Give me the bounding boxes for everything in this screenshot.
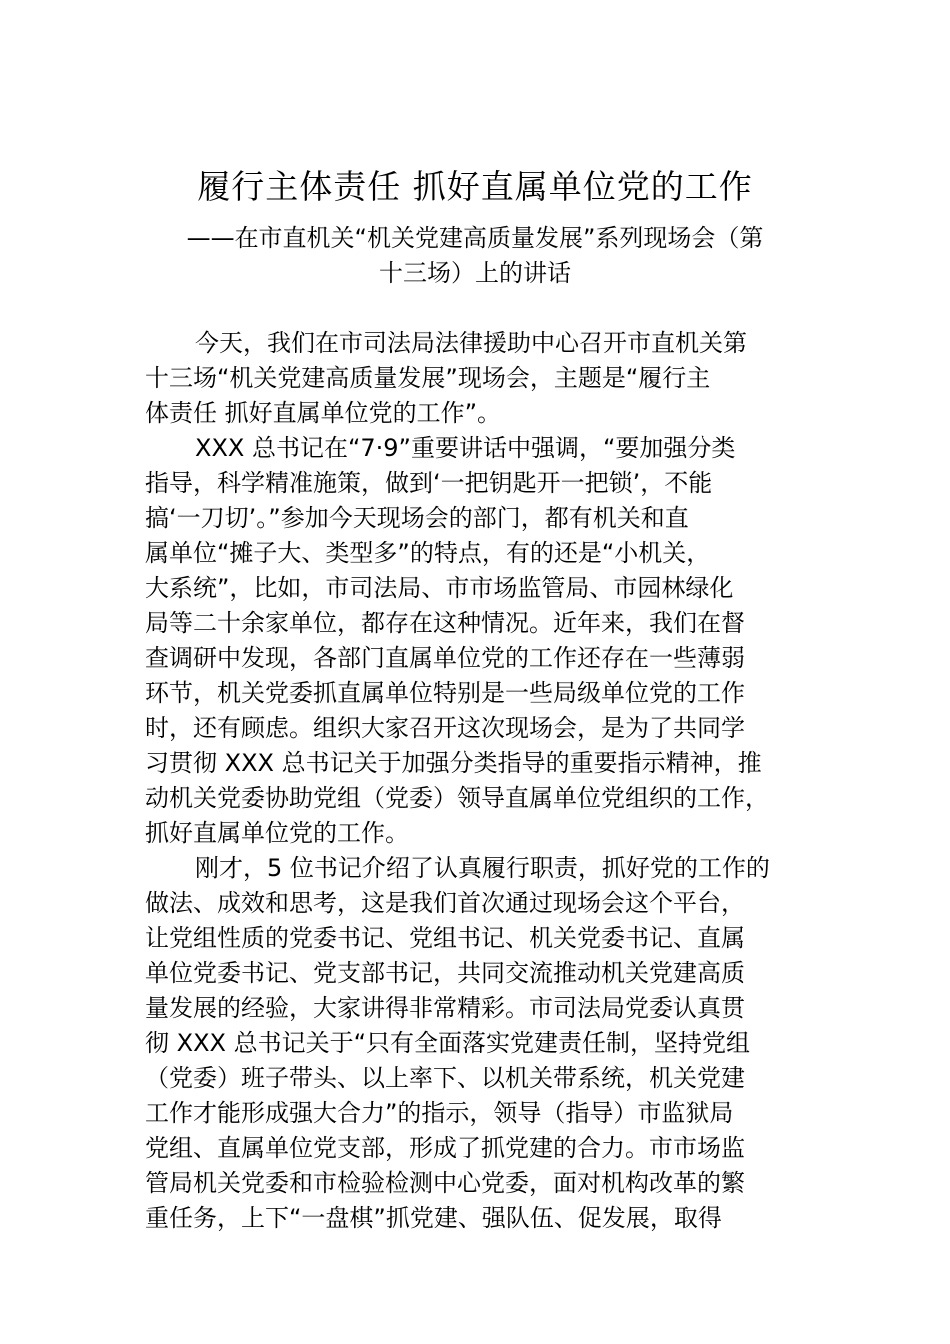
paragraph-line: 抓好直属单位党的工作。 (145, 819, 409, 847)
paragraph (145, 431, 815, 851)
subtitle-line: ——在市直机关“机关党建高质量发展”系列现场会（第 (186, 224, 764, 252)
paragraph (145, 851, 815, 1236)
paragraph-line: 让党组性质的党委书记、党组书记、机关党委书记、直属 (145, 924, 745, 952)
paragraph-line: 单位党委书记、党支部书记，共同交流推动机关党建高质 (145, 959, 745, 987)
document-title: 履行主体责任 抓好直属单位党的工作 (197, 167, 753, 206)
paragraph-line: 局等二十余家单位，都存在这种情况。近年来，我们在督 (145, 609, 745, 637)
subtitle-line: 十三场）上的讲话 (379, 259, 571, 287)
document-body (145, 326, 815, 1236)
paragraph-line: 重任务，上下“一盘棋”抓党建、强队伍、促发展，取得 (145, 1204, 722, 1232)
paragraph-line: 环节，机关党委抓直属单位特别是一些局级单位党的工作 (145, 679, 745, 707)
paragraph-line: 彻 XXX 总书记关于“只有全面落实党建责任制，坚持党组 (145, 1029, 751, 1057)
paragraph-line: 十三场“机关党建高质量发展”现场会，主题是“履行主 (145, 364, 711, 392)
paragraph-line: 今天，我们在市司法局法律援助中心召开市直机关第 (195, 329, 747, 357)
paragraph-line: （党委）班子带头、以上率下、以机关带系统，机关党建 (145, 1064, 745, 1092)
paragraph-line: 搞‘一刀切’。”参加今天现场会的部门，都有机关和直 (145, 504, 689, 532)
paragraph-line: 指导，科学精准施策，做到‘一把钥匙开一把锁’，不能 (145, 469, 713, 497)
paragraph-line: XXX 总书记在“7·9”重要讲话中强调，“要加强分类 (195, 434, 736, 462)
paragraph-line: 属单位“摊子大、类型多”的特点，有的还是“小机关， (145, 539, 711, 567)
paragraph-line: 体责任 抓好直属单位党的工作”。 (145, 399, 502, 427)
paragraph (145, 326, 815, 431)
paragraph-line: 动机关党委协助党组（党委）领导直属单位党组织的工作， (145, 784, 769, 812)
paragraph-line: 量发展的经验，大家讲得非常精彩。市司法局党委认真贯 (145, 994, 745, 1022)
paragraph-line: 党组、直属单位党支部，形成了抓党建的合力。市市场监 (145, 1134, 745, 1162)
paragraph-line: 做法、成效和思考，这是我们首次通过现场会这个平台， (145, 889, 745, 917)
paragraph-line: 刚才，5 位书记介绍了认真履行职责，抓好党的工作的 (195, 854, 770, 882)
paragraph-line: 管局机关党委和市检验检测中心党委，面对机构改革的繁 (145, 1169, 745, 1197)
paragraph-line: 工作才能形成强大合力”的指示，领导（指导）市监狱局 (145, 1099, 734, 1127)
paragraph-line: 时，还有顾虑。组织大家召开这次现场会，是为了共同学 (145, 714, 745, 742)
paragraph-line: 大系统”，比如，市司法局、市市场监管局、市园林绿化 (145, 574, 734, 602)
document-subtitle (145, 221, 805, 291)
paragraph-line: 习贯彻 XXX 总书记关于加强分类指导的重要指示精神，推 (145, 749, 762, 777)
paragraph-line: 查调研中发现，各部门直属单位党的工作还存在一些薄弱 (145, 644, 745, 672)
